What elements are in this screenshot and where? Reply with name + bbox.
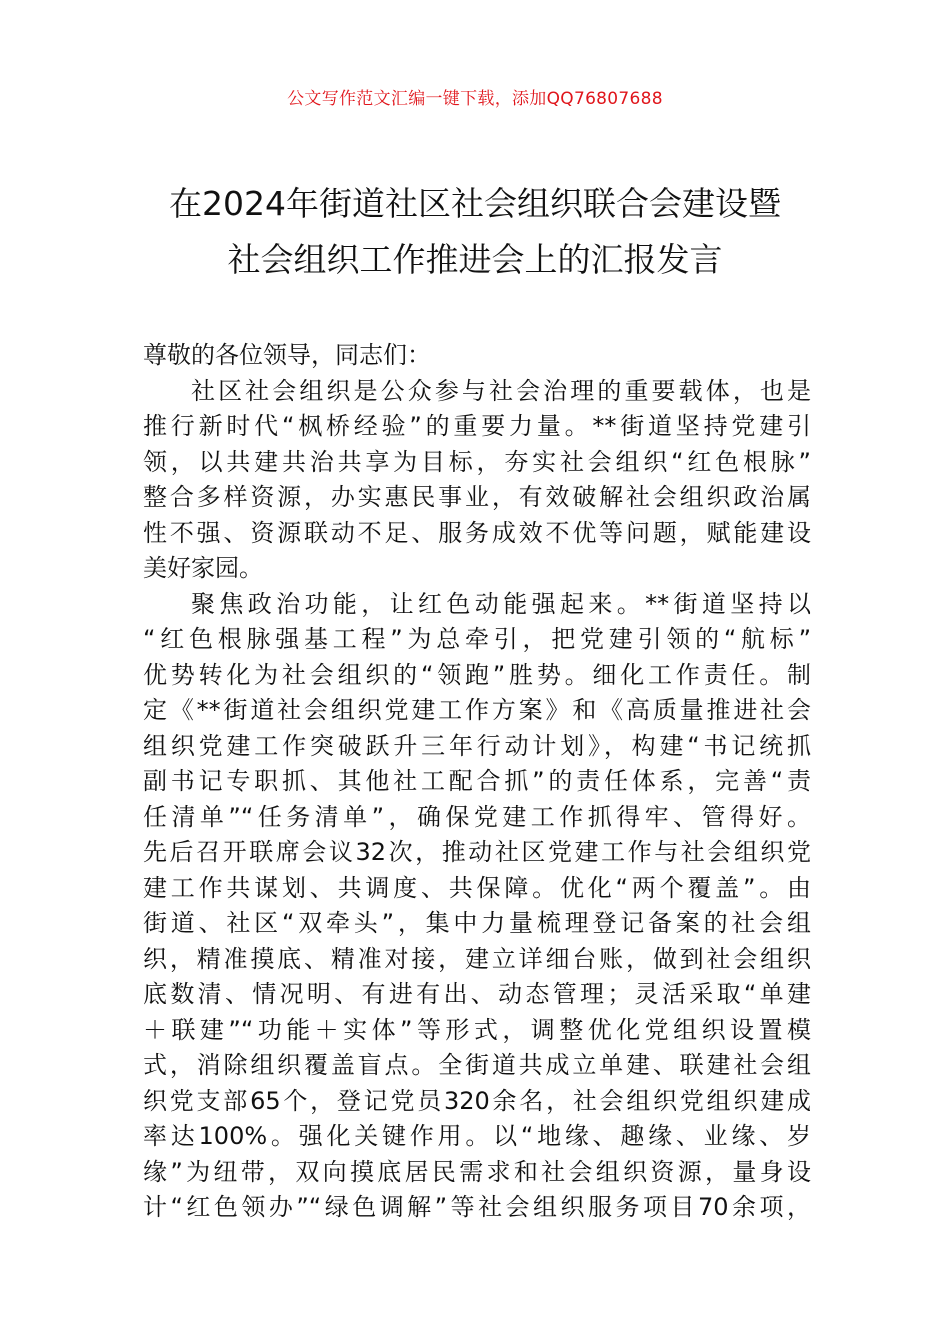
document-body [143,338,811,1226]
body-line: 整合多样资源，办实惠民事业，有效破解社会组织政治属 [143,483,811,511]
download-banner[interactable]: 公文写作范文汇编一键下载，添加QQ76807688 [287,89,663,109]
body-line: 社区社会组织是公众参与社会治理的重要载体，也是 [191,376,811,405]
body-line: 定《**街道社会组织党建工作方案》和《高质量推进社会 [143,696,811,724]
body-line: “红色根脉强基工程”为总牵引，把党建引领的“航标” [143,625,811,653]
body-line: 推行新时代“枫桥经验”的重要力量。**街道坚持党建引 [143,412,811,440]
body-line: 美好家园。 [143,554,263,582]
title-line-2: 社会组织工作推进会上的汇报发言 [227,240,723,279]
body-line: 缘”为纽带，双向摸底居民需求和社会组织资源，量身设 [143,1157,811,1186]
greeting: 尊敬的各位领导，同志们： [143,341,431,369]
body-line: 性不强、资源联动不足、服务成效不优等问题，赋能建设 [143,518,811,547]
body-line: 计“红色领办”“绿色调解”等社会组织服务项目70余项， [143,1193,811,1221]
body-line: 建工作共谋划、共调度、共保障。优化“两个覆盖”。由 [143,873,811,902]
body-line: 领，以共建共治共享为目标，夯实社会组织“红色根脉” [143,447,811,476]
body-line: 任清单”“任务清单”，确保党建工作抓得牢、管得好。 [143,802,811,831]
document-title [0,176,950,288]
body-line: ＋联建”“功能＋实体”等形式，调整优化党组织设置模 [143,1015,811,1044]
body-line: 织党支部65个，登记党员320余名，社会组织党组织建成 [143,1086,811,1115]
body-line: 织，精准摸底、精准对接，建立详细台账，做到社会组织 [143,944,811,973]
body-line: 率达100%。强化关键作用。以“地缘、趣缘、业缘、岁 [143,1122,811,1150]
body-line: 式，消除组织覆盖盲点。全街道共成立单建、联建社会组 [143,1051,811,1079]
body-line: 聚焦政治功能，让红色动能强起来。**街道坚持以 [191,589,811,618]
title-line-1: 在2024年街道社区社会组织联合会建设暨 [169,184,781,223]
body-line: 优势转化为社会组织的“领跑”胜势。细化工作责任。制 [143,660,811,689]
body-line: 副书记专职抓、其他社工配合抓”的责任体系，完善“责 [143,767,811,795]
body-line: 街道、社区“双牵头”，集中力量梳理登记备案的社会组 [143,909,811,937]
body-line: 底数清、情况明、有进有出、动态管理；灵活采取“单建 [143,980,811,1008]
body-line: 组织党建工作突破跃升三年行动计划》，构建“书记统抓 [143,731,811,760]
body-line: 先后召开联席会议32次，推动社区党建工作与社会组织党 [143,838,811,866]
